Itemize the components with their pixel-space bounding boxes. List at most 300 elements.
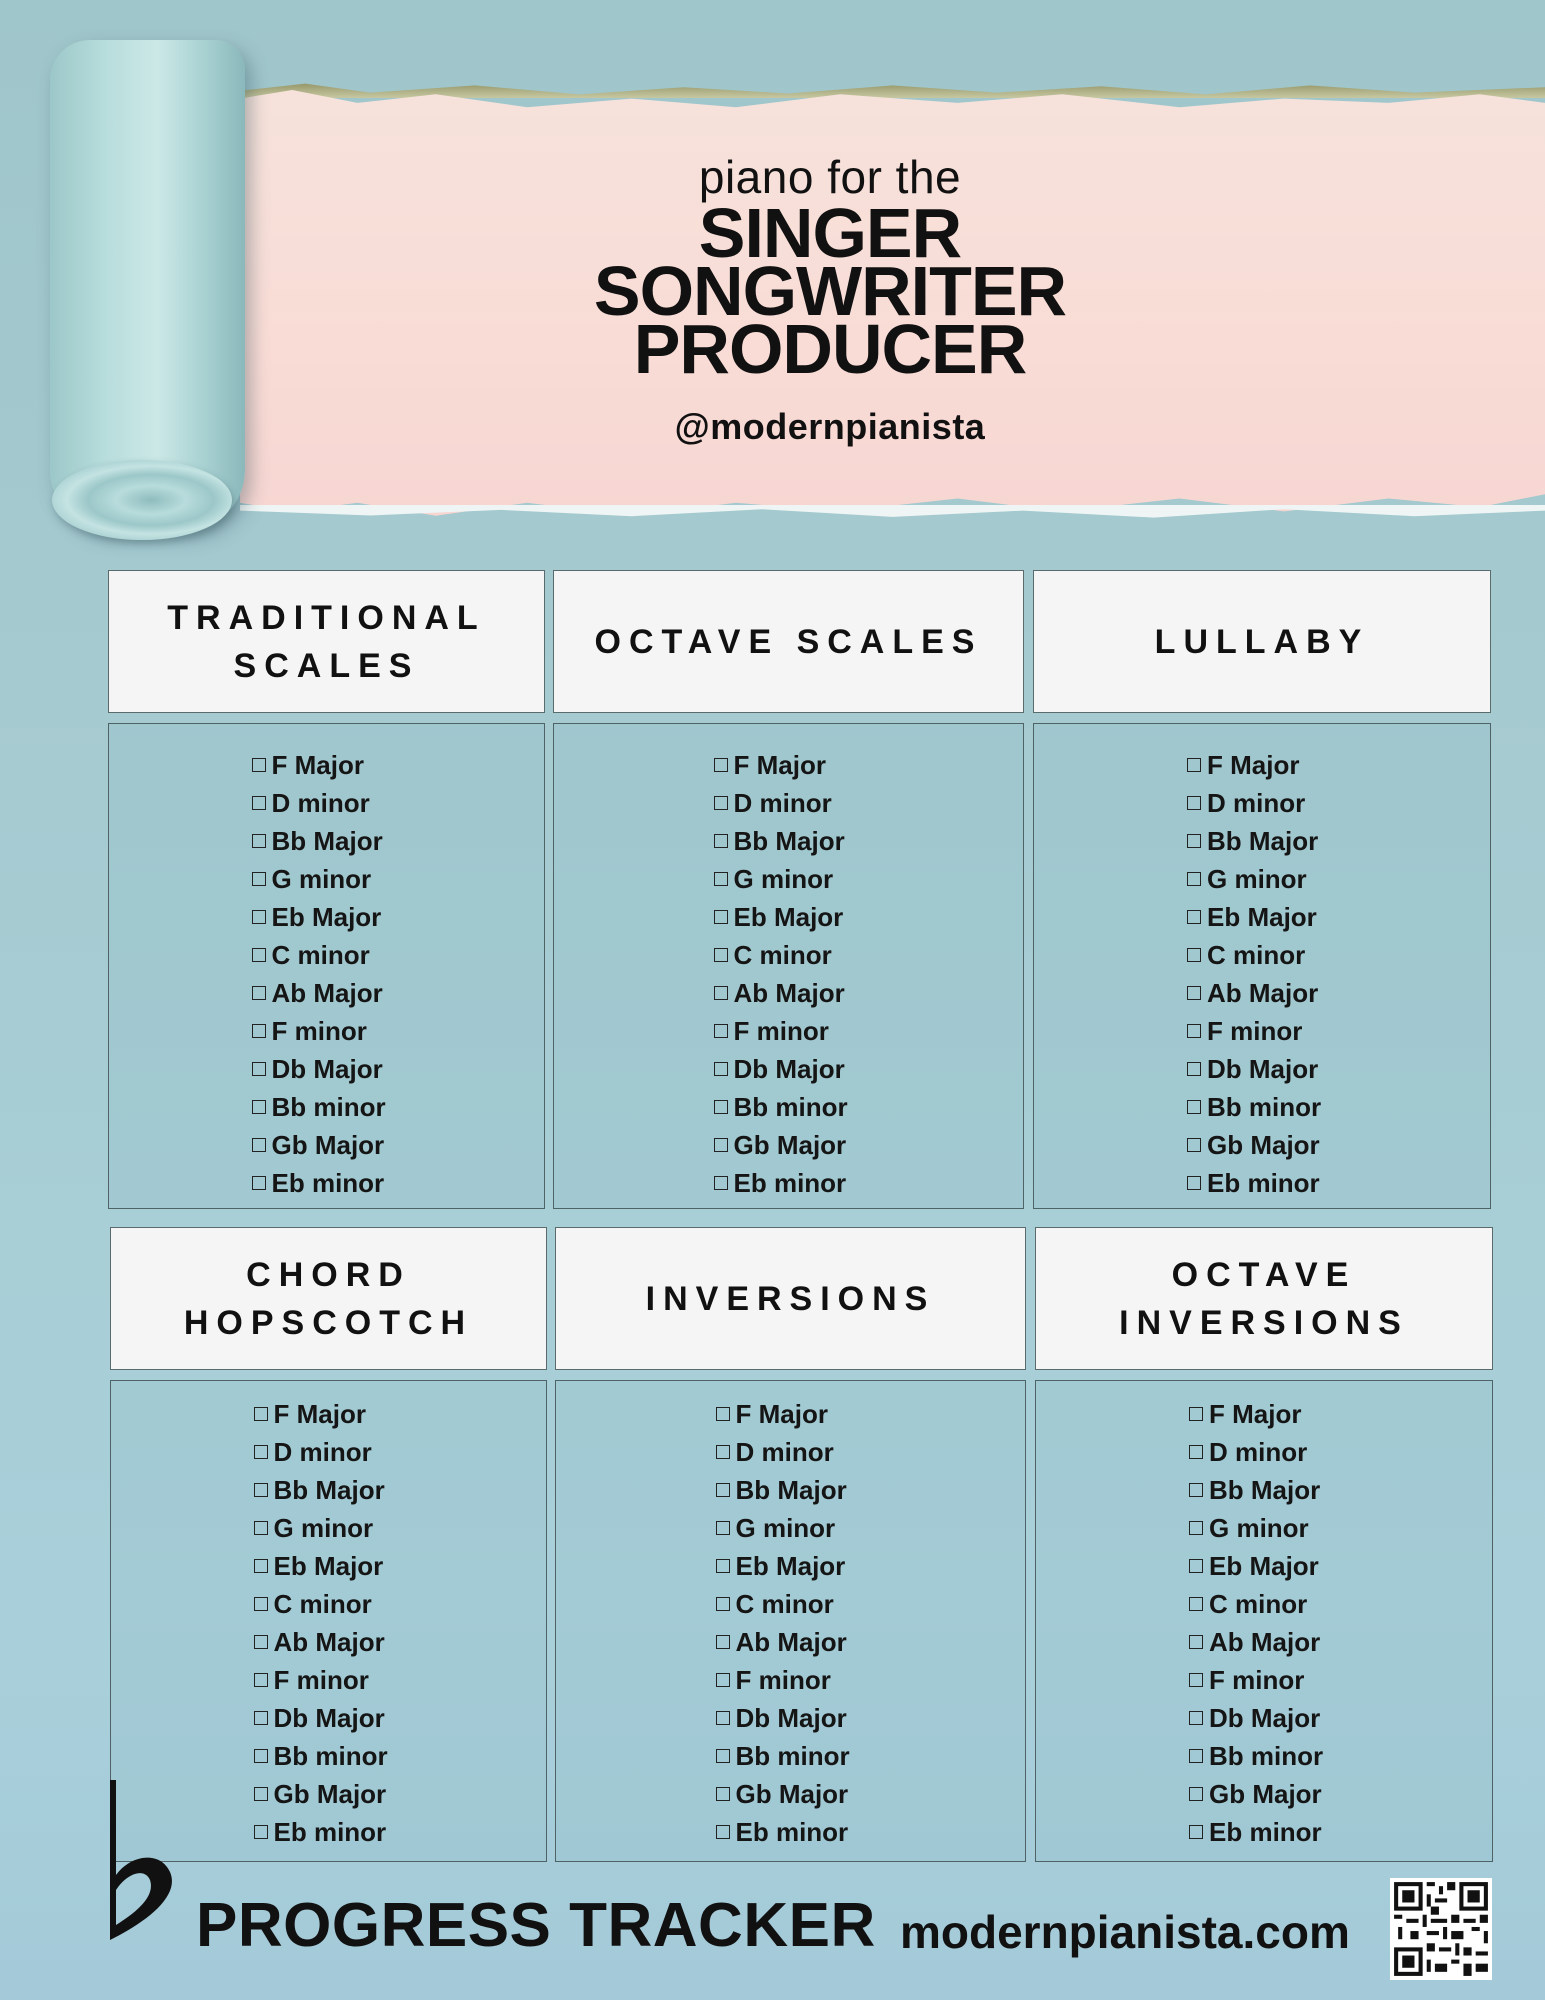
checklist-item-content [716, 1513, 866, 1544]
checklist-item-content [252, 1092, 402, 1123]
checklist-item[interactable] [556, 1509, 1025, 1547]
checklist-item-content [252, 978, 402, 1009]
brand-title-line-2: SONGWRITER [593, 252, 1067, 330]
checklist-item[interactable] [554, 1164, 1023, 1202]
checkbox[interactable] [1187, 948, 1201, 962]
checklist-item[interactable] [1036, 1395, 1492, 1433]
checklist-item[interactable] [1034, 746, 1490, 784]
checkbox[interactable] [716, 1749, 730, 1763]
checklist-item-content [254, 1703, 404, 1734]
checklist-item-content [254, 1817, 404, 1848]
checkbox[interactable] [716, 1407, 730, 1421]
checklist-item[interactable] [1036, 1547, 1492, 1585]
checklist-item-content [1189, 1779, 1339, 1810]
checklist-item-label: Db Major [733, 1053, 845, 1084]
checklist-item-label: F minor [735, 1664, 831, 1695]
section-title: LULLABY [1154, 622, 1370, 661]
checklist-item[interactable] [554, 898, 1023, 936]
checklist-item-label: Eb Major [1209, 1550, 1319, 1581]
checklist-item-content [1189, 1703, 1339, 1734]
checklist-item[interactable] [111, 1737, 546, 1775]
checklist-item-content [252, 1168, 402, 1199]
checkbox[interactable] [1187, 1024, 1201, 1038]
checklist-item[interactable] [556, 1775, 1025, 1813]
checklist-item[interactable] [1034, 822, 1490, 860]
checklist-item-label: F minor [733, 1015, 829, 1046]
checklist-item-content [1187, 978, 1337, 1009]
brand-title-line-3: PRODUCER [633, 310, 1027, 388]
checkbox[interactable] [716, 1483, 730, 1497]
checklist-item-content [1187, 750, 1337, 781]
rolled-paper [50, 40, 245, 530]
checklist-inversions [555, 1380, 1026, 1862]
checklist-item[interactable] [109, 784, 544, 822]
checkbox[interactable] [716, 1559, 730, 1573]
checkbox[interactable] [716, 1825, 730, 1839]
checklist-item-label: Gb Major [735, 1778, 849, 1809]
checkbox[interactable] [254, 1407, 268, 1421]
checklist-item[interactable] [556, 1623, 1025, 1661]
checklist-item-label: Gb Major [1207, 1129, 1320, 1160]
section-header-octave-scales [553, 570, 1024, 713]
checklist-item[interactable] [109, 1012, 544, 1050]
checklist-item-label: G minor [271, 863, 372, 894]
checklist-item-label: G minor [1209, 1512, 1309, 1543]
checklist-item-label: Ab Major [735, 1626, 847, 1657]
checklist-item[interactable] [1034, 784, 1490, 822]
checkbox[interactable] [252, 758, 266, 772]
checklist-item-label: F Major [733, 749, 826, 780]
checkbox[interactable] [1189, 1559, 1203, 1573]
checklist-item-label: Ab Major [1209, 1626, 1321, 1657]
section-title: INVERSIONS [645, 1279, 936, 1318]
brand-handle: @modernpianista [674, 406, 986, 447]
checkbox[interactable] [714, 948, 728, 962]
checklist-item-label: C minor [273, 1588, 372, 1619]
checklist-item-content [1187, 864, 1337, 895]
checklist-item-content [252, 1054, 402, 1085]
checklist-item-label: Eb Major [733, 901, 844, 932]
checkbox[interactable] [254, 1673, 268, 1687]
checkbox[interactable] [252, 910, 266, 924]
checkbox[interactable] [254, 1711, 268, 1725]
checkbox[interactable] [714, 1100, 728, 1114]
checklist-item-label: Bb minor [271, 1091, 386, 1122]
checklist-item-content [1187, 826, 1337, 857]
checkbox[interactable] [252, 1176, 266, 1190]
checkbox[interactable] [716, 1635, 730, 1649]
checklist-item-label: Bb minor [1209, 1740, 1324, 1771]
checklist-item-label: Bb minor [735, 1740, 850, 1771]
checklist-item-label: Eb Major [273, 1550, 384, 1581]
checklist-item-label: Ab Major [1207, 977, 1319, 1008]
checkbox[interactable] [252, 1062, 266, 1076]
checkbox[interactable] [1187, 758, 1201, 772]
checkbox[interactable] [1187, 986, 1201, 1000]
checkbox[interactable] [254, 1787, 268, 1801]
checklist-item[interactable] [1036, 1775, 1492, 1813]
checklist-item[interactable] [1034, 1050, 1490, 1088]
checklist-item-content [1189, 1741, 1339, 1772]
checkbox[interactable] [714, 1062, 728, 1076]
checkbox[interactable] [254, 1521, 268, 1535]
checkbox[interactable] [1189, 1711, 1203, 1725]
checklist-item[interactable] [554, 936, 1023, 974]
checklist-item-content [1189, 1627, 1339, 1658]
checklist-item-content [252, 788, 402, 819]
checklist-item[interactable] [111, 1585, 546, 1623]
checklist-item-content [714, 1092, 864, 1123]
checkbox[interactable] [1187, 910, 1201, 924]
checkbox[interactable] [1189, 1483, 1203, 1497]
checkbox[interactable] [254, 1559, 268, 1573]
checklist-item-label: C minor [735, 1588, 834, 1619]
checkbox[interactable] [1187, 796, 1201, 810]
footer-title: PROGRESS TRACKER [196, 1891, 876, 1960]
checklist-item-content [1189, 1399, 1339, 1430]
checklist-item[interactable] [1036, 1585, 1492, 1623]
checklist-item-content [714, 978, 864, 1009]
checklist-item[interactable] [111, 1509, 546, 1547]
checklist-item-label: G minor [735, 1512, 836, 1543]
checkbox[interactable] [252, 1138, 266, 1152]
checkbox[interactable] [252, 834, 266, 848]
checklist-item[interactable] [1034, 1164, 1490, 1202]
checkbox[interactable] [254, 1445, 268, 1459]
checklist-item[interactable] [109, 1164, 544, 1202]
section-title: TRADITIONAL SCALES [167, 598, 486, 685]
checklist-item-label: Ab Major [733, 977, 845, 1008]
checklist-item-label: F minor [273, 1664, 369, 1695]
checklist-item[interactable] [1034, 898, 1490, 936]
checkbox[interactable] [254, 1749, 268, 1763]
section-title: CHORD HOPSCOTCH [183, 1255, 474, 1342]
checklist-item[interactable] [111, 1623, 546, 1661]
checklist-item-label: G minor [273, 1512, 374, 1543]
checklist-item[interactable] [1036, 1433, 1492, 1471]
checklist-item-content [714, 864, 864, 895]
checklist-item-label: Db Major [735, 1702, 847, 1733]
checklist-item-content [1189, 1475, 1339, 1506]
checklist-item[interactable] [556, 1433, 1025, 1471]
checkbox[interactable] [1187, 834, 1201, 848]
brand-block [570, 150, 1090, 448]
checklist-item-label: C minor [733, 939, 832, 970]
checkbox[interactable] [254, 1483, 268, 1497]
checklist-item-label: F minor [1207, 1015, 1303, 1046]
checklist-item-label: Eb Major [271, 901, 382, 932]
checkbox[interactable] [252, 872, 266, 886]
checklist-item[interactable] [111, 1661, 546, 1699]
checklist-item-content [254, 1399, 404, 1430]
checklist-item-label: Eb Major [735, 1550, 846, 1581]
checklist-item-content [714, 1016, 864, 1047]
checklist-item-label: C minor [1207, 939, 1306, 970]
checklist-item-label: Db Major [1209, 1702, 1321, 1733]
checklist-item-content [714, 1168, 864, 1199]
section-header-inversions [555, 1227, 1026, 1370]
checklist-item[interactable] [109, 898, 544, 936]
flat-symbol-icon [100, 1780, 200, 1950]
checklist-item[interactable] [1036, 1661, 1492, 1699]
checkbox[interactable] [714, 986, 728, 1000]
checkbox[interactable] [1189, 1825, 1203, 1839]
section-title: OCTAVE SCALES [594, 622, 983, 661]
checklist-item-content [254, 1665, 404, 1696]
checklist-item-label: Gb Major [733, 1129, 847, 1160]
checkbox[interactable] [254, 1635, 268, 1649]
checkbox[interactable] [716, 1711, 730, 1725]
checkbox[interactable] [714, 758, 728, 772]
checklist-item[interactable] [554, 1050, 1023, 1088]
checklist-item[interactable] [1036, 1623, 1492, 1661]
checklist-item[interactable] [111, 1699, 546, 1737]
checklist-item-content [1187, 1016, 1337, 1047]
checkbox[interactable] [716, 1673, 730, 1687]
checklist-item[interactable] [1034, 1088, 1490, 1126]
checklist-item[interactable] [556, 1661, 1025, 1699]
checklist-item[interactable] [1036, 1509, 1492, 1547]
checklist-item[interactable] [1036, 1813, 1492, 1851]
checklist-item[interactable] [111, 1433, 546, 1471]
checklist-item[interactable] [556, 1699, 1025, 1737]
checklist-item[interactable] [556, 1737, 1025, 1775]
checklist-item-label: Db Major [271, 1053, 383, 1084]
checklist-item-content [1189, 1589, 1339, 1620]
checklist-item-label: Eb minor [271, 1167, 385, 1198]
checklist-item[interactable] [556, 1547, 1025, 1585]
checklist-item-content [1189, 1513, 1339, 1544]
checklist-item-content [714, 902, 864, 933]
checklist-item-content [252, 826, 402, 857]
checklist-item-content [1187, 902, 1337, 933]
checklist-item-content [1187, 1054, 1337, 1085]
checklist-item-content [716, 1589, 866, 1620]
checklist-item-label: Eb minor [1209, 1816, 1322, 1847]
checklist-item-content [714, 940, 864, 971]
checklist-item[interactable] [554, 822, 1023, 860]
checklist-item[interactable] [1034, 974, 1490, 1012]
checklist-item[interactable] [554, 860, 1023, 898]
checklist-item-content [716, 1399, 866, 1430]
checklist-item-content [714, 826, 864, 857]
checklist-octave-inversions [1035, 1380, 1493, 1862]
checklist-item-content [254, 1779, 404, 1810]
checklist-item-content [716, 1475, 866, 1506]
checklist-item-content [1189, 1551, 1339, 1582]
checklist-item-content [714, 788, 864, 819]
checkbox[interactable] [1187, 1062, 1201, 1076]
checkbox[interactable] [716, 1445, 730, 1459]
checklist-item-label: G minor [1207, 863, 1307, 894]
checklist-item-label: Ab Major [273, 1626, 385, 1657]
checkbox[interactable] [1189, 1407, 1203, 1421]
checkbox[interactable] [716, 1597, 730, 1611]
checkbox[interactable] [714, 1024, 728, 1038]
checklist-item-content [1187, 788, 1337, 819]
checklist-item-label: Bb minor [273, 1740, 388, 1771]
checkbox[interactable] [252, 986, 266, 1000]
checklist-item-label: Db Major [273, 1702, 385, 1733]
checklist-item-content [252, 1130, 402, 1161]
checklist-item-content [716, 1703, 866, 1734]
checklist-item[interactable] [556, 1395, 1025, 1433]
checklist-item[interactable] [554, 784, 1023, 822]
checklist-item-label: Gb Major [271, 1129, 385, 1160]
section-header-chord-hopscotch [110, 1227, 547, 1370]
checklist-item[interactable] [109, 974, 544, 1012]
checklist-item-content [254, 1627, 404, 1658]
checklist-item[interactable] [554, 1088, 1023, 1126]
checkbox[interactable] [1189, 1787, 1203, 1801]
checklist-item[interactable] [109, 1050, 544, 1088]
checkbox[interactable] [716, 1521, 730, 1535]
checklist-item-label: G minor [733, 863, 834, 894]
checklist-item-label: F Major [271, 749, 364, 780]
checklist-item-content [252, 940, 402, 971]
checklist-item[interactable] [554, 1012, 1023, 1050]
checklist-item-label: Eb minor [1207, 1167, 1320, 1198]
checkbox[interactable] [714, 834, 728, 848]
checklist-item-content [714, 750, 864, 781]
checkbox[interactable] [254, 1597, 268, 1611]
checklist-item-label: F Major [273, 1398, 366, 1429]
checklist-item[interactable] [109, 822, 544, 860]
checklist-item-label: C minor [1209, 1588, 1308, 1619]
checklist-item-content [1187, 940, 1337, 971]
checkbox[interactable] [252, 1024, 266, 1038]
checkbox[interactable] [252, 948, 266, 962]
section-header-octave-inversions [1035, 1227, 1493, 1370]
checklist-item-content [716, 1741, 866, 1772]
checklist-item[interactable] [1034, 860, 1490, 898]
checkbox[interactable] [1187, 872, 1201, 886]
checklist-item[interactable] [1036, 1471, 1492, 1509]
checklist-item-label: Bb Major [273, 1474, 385, 1505]
checklist-lullaby [1033, 723, 1491, 1209]
checkbox[interactable] [1187, 1138, 1201, 1152]
checklist-item-content [252, 1016, 402, 1047]
checklist-item-content [252, 902, 402, 933]
checklist-item-label: C minor [271, 939, 370, 970]
checklist-item-content [1189, 1437, 1339, 1468]
checklist-item[interactable] [109, 1126, 544, 1164]
checklist-item-label: Bb Major [271, 825, 383, 856]
checklist-item[interactable] [1036, 1699, 1492, 1737]
checklist-item-content [252, 750, 402, 781]
checklist-item-label: Bb Major [735, 1474, 847, 1505]
checkbox[interactable] [252, 1100, 266, 1114]
checklist-octave-scales [553, 723, 1024, 1209]
checklist-item[interactable] [554, 1126, 1023, 1164]
checklist-item-content [716, 1665, 866, 1696]
checklist-item-content [254, 1589, 404, 1620]
checklist-item-label: D minor [271, 787, 370, 818]
checklist-item-label: D minor [735, 1436, 834, 1467]
checklist-item[interactable] [111, 1471, 546, 1509]
checklist-item[interactable] [109, 936, 544, 974]
checklist-item-label: Bb Major [1209, 1474, 1321, 1505]
checklist-item[interactable] [1034, 1126, 1490, 1164]
checkbox[interactable] [714, 872, 728, 886]
checklist-item-label: Eb minor [735, 1816, 849, 1847]
checklist-item[interactable] [109, 860, 544, 898]
checklist-item-content [1189, 1665, 1339, 1696]
checkbox[interactable] [1187, 1100, 1201, 1114]
checkbox[interactable] [254, 1825, 268, 1839]
checklist-item-content [716, 1437, 866, 1468]
checklist-item[interactable] [554, 974, 1023, 1012]
checklist-item-content [1189, 1817, 1339, 1848]
checkbox[interactable] [1189, 1635, 1203, 1649]
checklist-item[interactable] [556, 1471, 1025, 1509]
checklist-item-content [254, 1741, 404, 1772]
torn-edge-bottom [240, 505, 1545, 519]
checklist-item-label: Eb minor [273, 1816, 387, 1847]
checklist-item[interactable] [111, 1547, 546, 1585]
checkbox[interactable] [714, 1138, 728, 1152]
qr-code-icon[interactable] [1390, 1878, 1492, 1980]
checklist-item-label: Gb Major [1209, 1778, 1322, 1809]
checklist-item[interactable] [109, 746, 544, 784]
checkbox[interactable] [1189, 1597, 1203, 1611]
checklist-item[interactable] [556, 1813, 1025, 1851]
checkbox[interactable] [252, 796, 266, 810]
checklist-item-content [254, 1551, 404, 1582]
checklist-item-label: Ab Major [271, 977, 383, 1008]
checkbox[interactable] [716, 1787, 730, 1801]
checkbox[interactable] [1187, 1176, 1201, 1190]
checklist-item-label: Db Major [1207, 1053, 1319, 1084]
footer-url[interactable]: modernpianista.com [900, 1906, 1350, 1958]
checkbox[interactable] [714, 796, 728, 810]
checklist-item-content [1187, 1092, 1337, 1123]
checklist-item-label: D minor [1207, 787, 1306, 818]
checkbox[interactable] [714, 910, 728, 924]
checklist-item-label: Eb Major [1207, 901, 1317, 932]
checkbox[interactable] [1189, 1673, 1203, 1687]
checkbox[interactable] [1189, 1521, 1203, 1535]
checklist-item[interactable] [556, 1585, 1025, 1623]
checklist-item-label: Bb minor [1207, 1091, 1322, 1122]
checkbox[interactable] [714, 1176, 728, 1190]
checklist-item[interactable] [1036, 1737, 1492, 1775]
brand-pre: piano for the [698, 151, 962, 203]
checklist-item-content [252, 864, 402, 895]
checklist-item-content [716, 1779, 866, 1810]
checklist-item[interactable] [1034, 1012, 1490, 1050]
checklist-item-label: F Major [1209, 1398, 1302, 1429]
checklist-item-label: F minor [271, 1015, 367, 1046]
checklist-item[interactable] [109, 1088, 544, 1126]
checklist-item-content [254, 1513, 404, 1544]
checklist-item-content [254, 1437, 404, 1468]
checklist-item-label: Eb minor [733, 1167, 847, 1198]
checklist-item-label: F Major [1207, 749, 1300, 780]
checklist-item[interactable] [554, 746, 1023, 784]
checklist-item-content [254, 1475, 404, 1506]
checklist-item-content [1187, 1168, 1337, 1199]
section-header-traditional-scales [108, 570, 545, 713]
checklist-item-label: F minor [1209, 1664, 1305, 1695]
checklist-item[interactable] [111, 1395, 546, 1433]
checklist-traditional-scales [108, 723, 545, 1209]
checklist-item-content [714, 1130, 864, 1161]
checkbox[interactable] [1189, 1749, 1203, 1763]
checklist-item[interactable] [1034, 936, 1490, 974]
checklist-item-label: D minor [733, 787, 832, 818]
checkbox[interactable] [1189, 1445, 1203, 1459]
